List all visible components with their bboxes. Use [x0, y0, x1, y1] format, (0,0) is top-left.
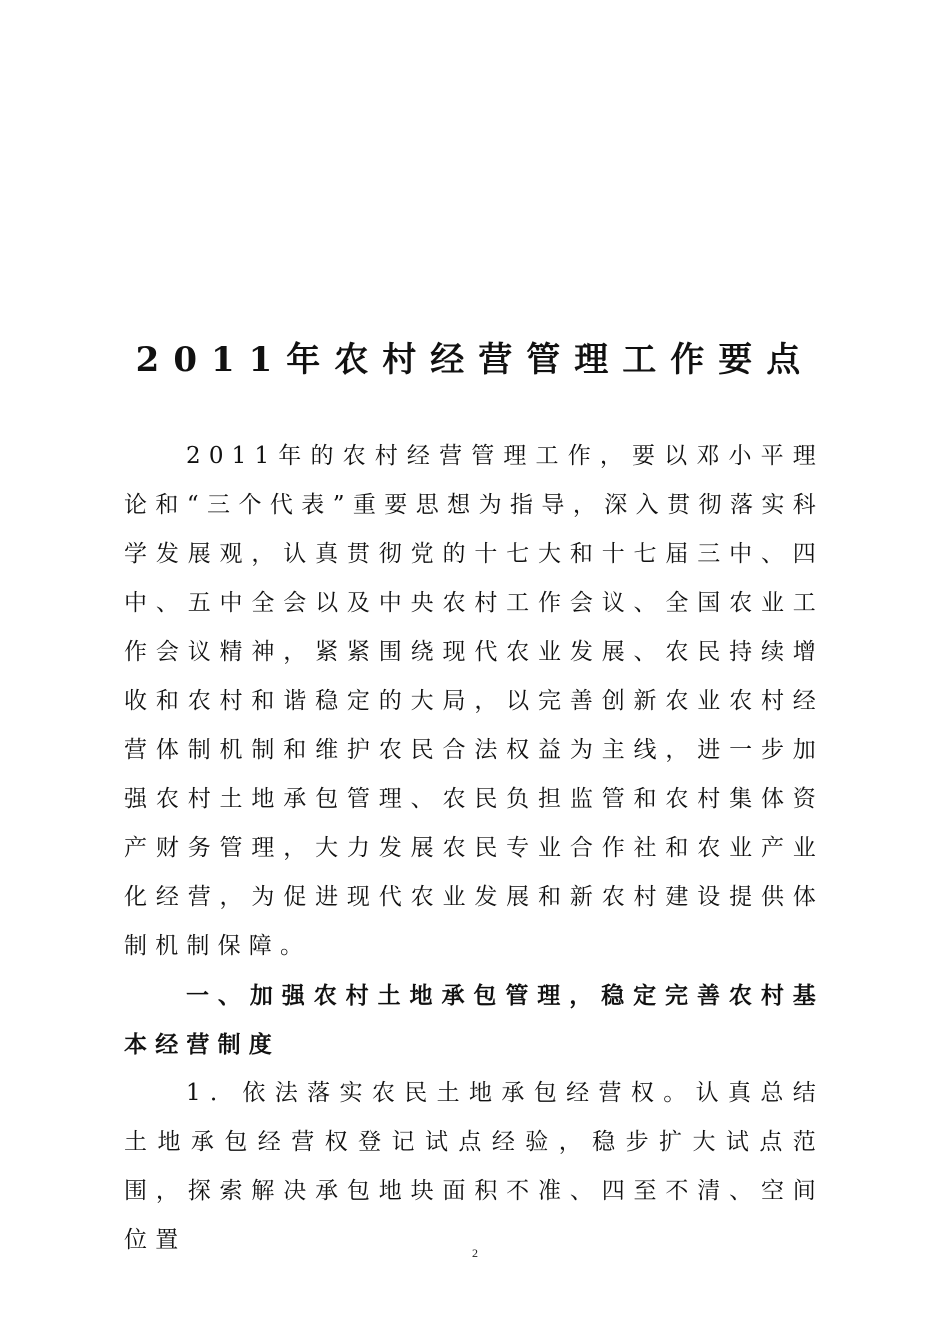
section-heading: 一、加强农村土地承包管理，稳定完善农村基本经营制度	[124, 982, 824, 1058]
item-paragraph: 1．依法落实农民土地承包经营权。认真总结土地承包经营权登记试点经验，稳步扩大试点范围，探索解决承包地块面积不准、四至不清、空间位置	[124, 1080, 824, 1253]
intro-paragraph: 2011年的农村经营管理工作，要以邓小平理论和“三个代表”重要思想为指导，深入贯彻落实科学发展观，认真贯彻党的十七大和十七届三中、四中、五中全会以及中央农村工作会议、全国农业工作会议精神，紧紧围绕现代农业发展、农民持续增收和农村和谐稳定的大局，以完善创新农业农村经营体制机制和维护农民合法权益为主线，进一步加强农村土地承包管理、农民负担监管和农村集体资产财务管理，大力发展农民专业合作社和农业产业化经营，为促进现代农业发展和新农村建设提供体制机制保障。	[124, 443, 824, 959]
page-number: 2	[472, 1246, 478, 1260]
document-title: 2011年农村经营管理工作要点	[135, 340, 815, 380]
document-body	[124, 432, 824, 1265]
